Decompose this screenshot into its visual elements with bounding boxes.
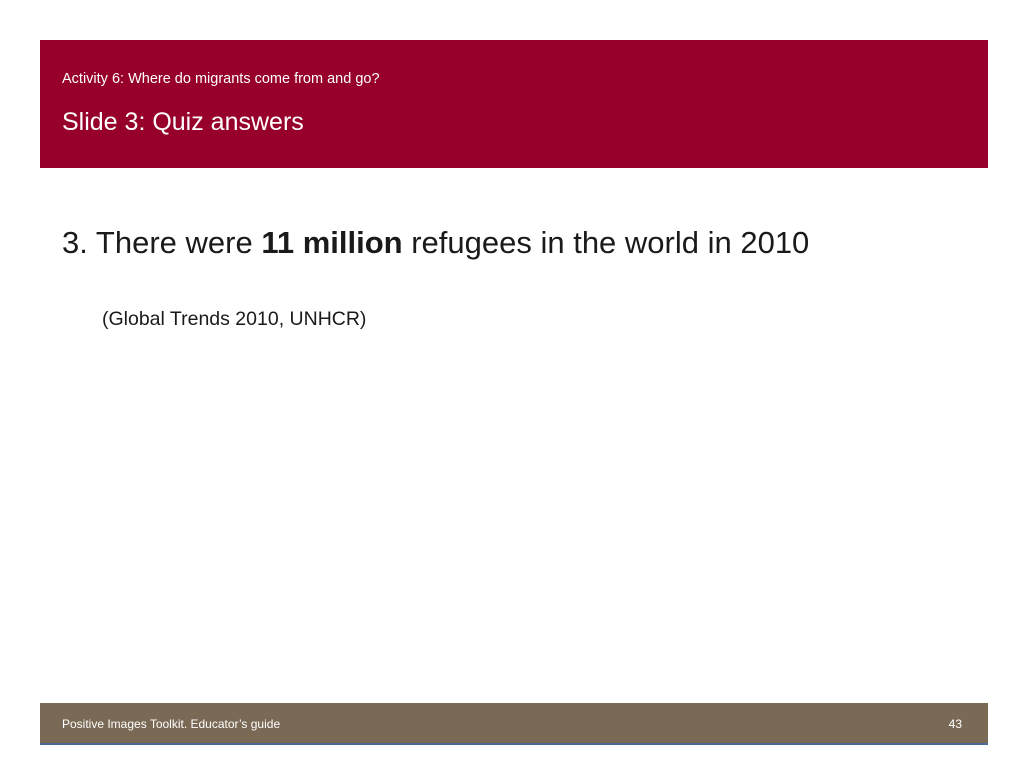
statement-suffix: refugees in the world in 2010 xyxy=(402,225,810,260)
activity-title: Activity 6: Where do migrants come from and go? xyxy=(62,71,380,87)
footer-text: Positive Images Toolkit. Educator’s guide xyxy=(62,717,281,731)
slide-title: Slide 3: Quiz answers xyxy=(62,108,304,136)
statement-emphasis: 11 million xyxy=(261,225,403,260)
footer-band xyxy=(40,703,988,745)
header-band xyxy=(40,40,988,168)
source-citation: (Global Trends 2010, UNHCR) xyxy=(102,308,367,330)
page-number: 43 xyxy=(948,717,962,731)
quiz-answer-statement xyxy=(62,225,809,261)
statement-prefix: 3. There were xyxy=(62,225,262,260)
